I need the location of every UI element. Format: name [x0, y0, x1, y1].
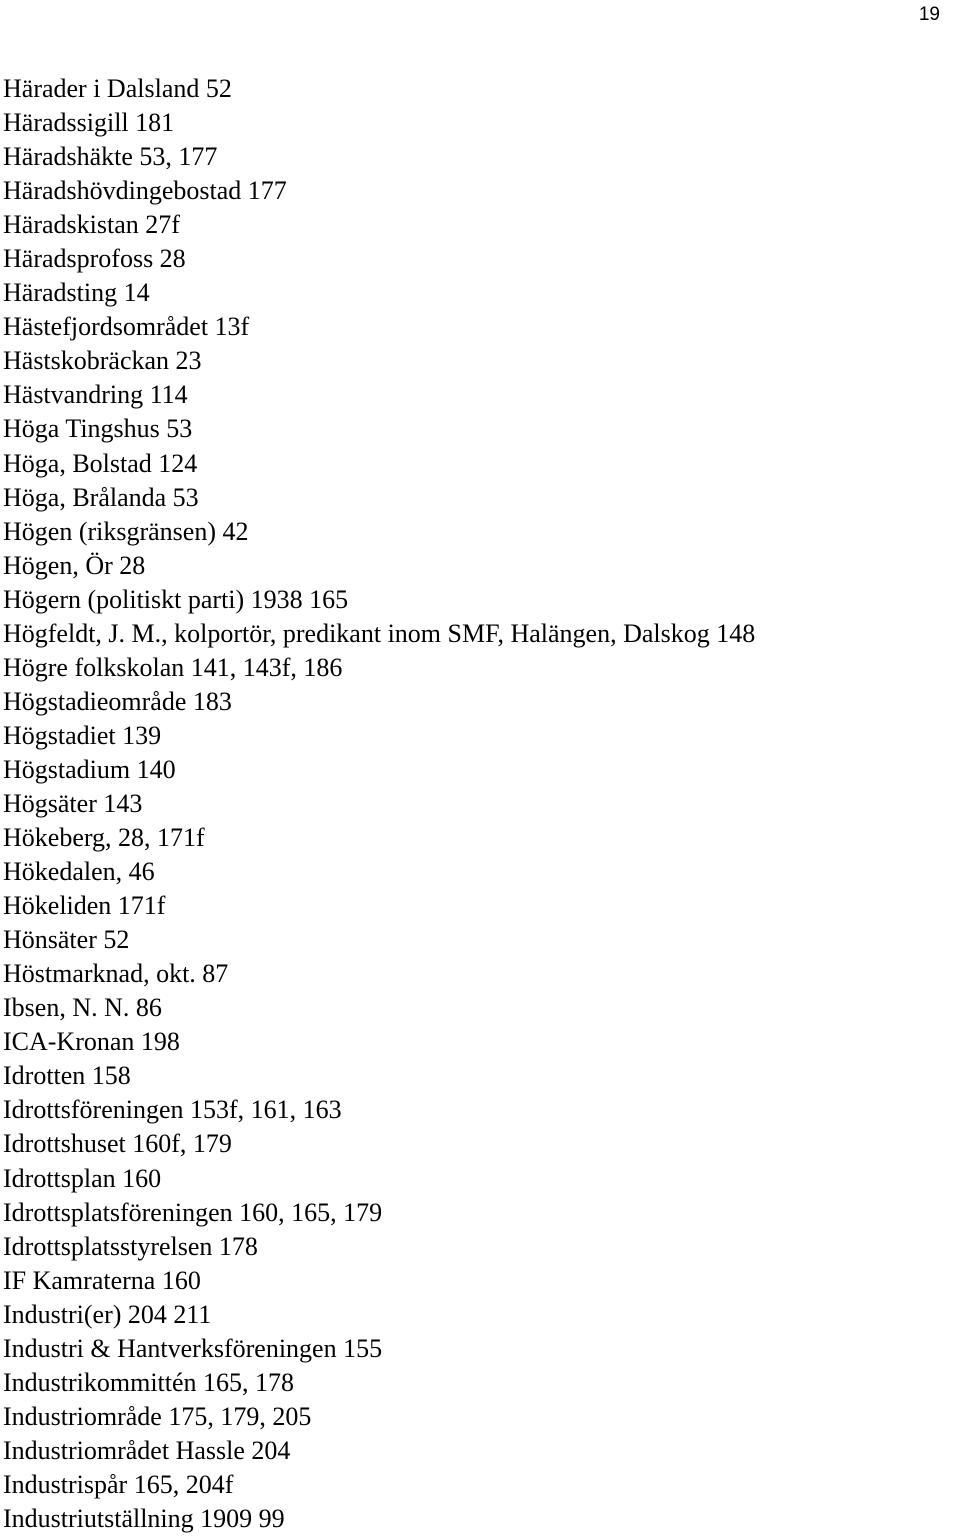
index-entry: Industrikommittén 165, 178	[3, 1367, 295, 1397]
index-entry: Industriutställning 1909 99	[3, 1503, 285, 1533]
index-entry: Idrottshuset 160f, 179	[3, 1129, 232, 1159]
index-entry: Högstadium 140	[3, 754, 176, 784]
index-entry: Häradskistan 27f	[3, 210, 180, 240]
index-entry: Höga Tingshus 53	[3, 414, 193, 444]
index-entry: Ibsen, N. N. 86	[3, 993, 162, 1023]
index-entry: Idrottsplatsstyrelsen 178	[3, 1231, 258, 1261]
index-entry: Högfeldt, J. M., kolportör, predikant inom SMF, Halängen, Dalskog 148	[3, 618, 756, 648]
index-entry: Industriområdet Hassle 204	[3, 1435, 291, 1465]
index-entry: Häradshäkte 53, 177	[3, 142, 218, 172]
index-entry: Höstmarknad, okt. 87	[3, 959, 229, 989]
index-entry: Högen, Ör 28	[3, 550, 146, 580]
index-entry: Hökeliden 171f	[3, 891, 166, 921]
index-entry: Högre folkskolan 141, 143f, 186	[3, 652, 343, 682]
index-entry: IF Kamraterna 160	[3, 1265, 201, 1295]
index-entry: Häradsprofoss 28	[3, 244, 186, 274]
index-entry: Industriområde 175, 179, 205	[3, 1401, 312, 1431]
index-list	[3, 72, 755, 1536]
index-entry: Högstadiet 139	[3, 720, 162, 750]
index-entry: Idrottsföreningen 153f, 161, 163	[3, 1095, 342, 1125]
index-entry: Industri & Hantverksföreningen 155	[3, 1333, 383, 1363]
index-entry: Högern (politiskt parti) 1938 165	[3, 584, 349, 614]
index-entry: Industrispår 165, 204f	[3, 1469, 234, 1499]
index-entry: Hästskobräckan 23	[3, 346, 202, 376]
index-entry: Idrottsplatsföreningen 160, 165, 179	[3, 1197, 383, 1227]
index-entry: ICA-Kronan 198	[3, 1027, 180, 1057]
index-entry: Idrottsplan 160	[3, 1163, 162, 1193]
index-entry: Häradsting 14	[3, 278, 150, 308]
index-entry: Härader i Dalsland 52	[3, 74, 232, 103]
index-entry: Hökeberg, 28, 171f	[3, 823, 205, 853]
index-entry: Hökedalen, 46	[3, 857, 155, 887]
index-entry: Industri(er) 204 211	[3, 1299, 212, 1329]
index-entry: Idrotten 158	[3, 1061, 131, 1091]
index-entry: Höga, Bolstad 124	[3, 448, 198, 478]
index-entry: Höga, Brålanda 53	[3, 482, 199, 512]
page-number: 19	[918, 4, 940, 25]
index-entry: Högsäter 143	[3, 788, 143, 818]
index-entry: Hönsäter 52	[3, 925, 130, 955]
index-entry: Häradssigill 181	[3, 108, 175, 138]
index-entry: Högstadieområde 183	[3, 686, 232, 716]
index-entry: Hästefjordsområdet 13f	[3, 312, 250, 342]
index-entry: Hästvandring 114	[3, 380, 188, 410]
index-entry: Häradshövdingebostad 177	[3, 176, 287, 206]
index-entry: Högen (riksgränsen) 42	[3, 516, 249, 546]
